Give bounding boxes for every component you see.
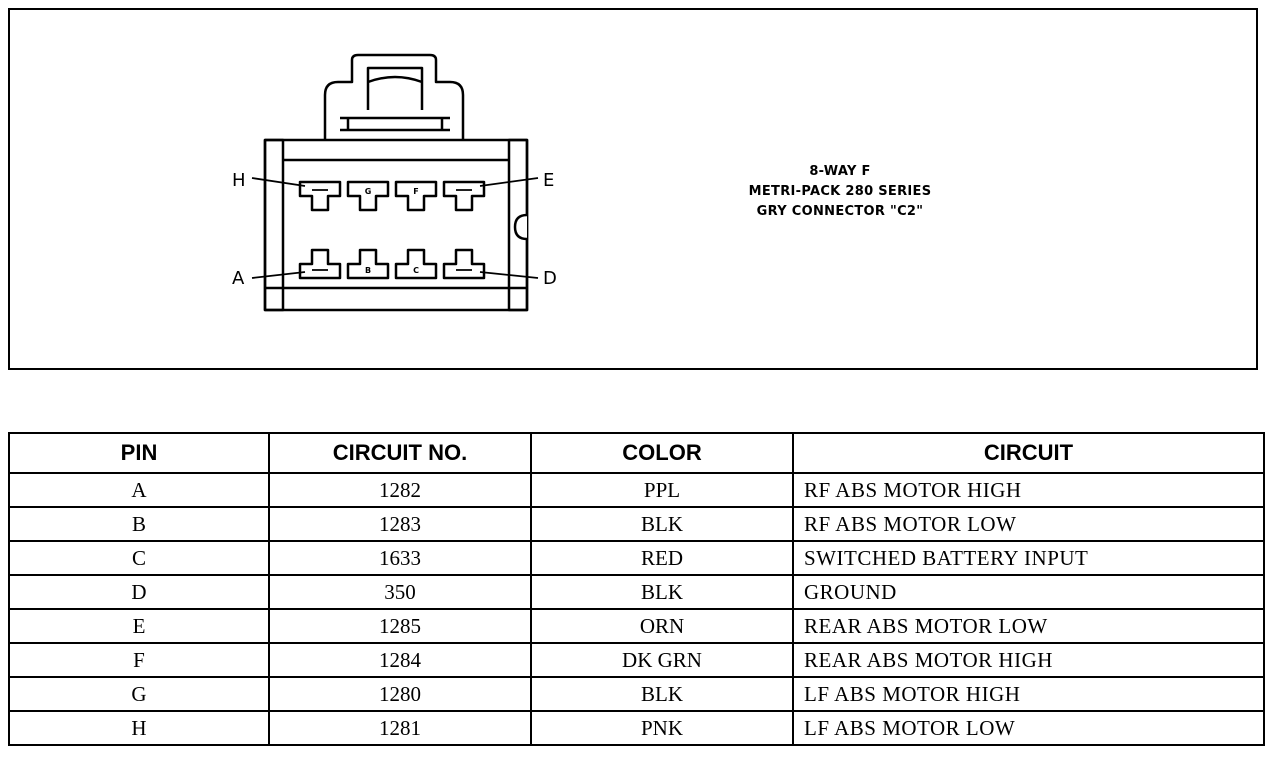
bottom-cavity-row: [300, 250, 484, 278]
connector-body: [265, 140, 527, 310]
pin-cell: D: [9, 575, 269, 609]
connector-diagram-panel: [8, 8, 1258, 370]
circuit-cell: REAR ABS MOTOR HIGH: [793, 643, 1264, 677]
pin-label-e: E: [543, 170, 555, 191]
circuit-no-cell: 1283: [269, 507, 531, 541]
header-circuit: CIRCUIT: [793, 433, 1264, 473]
connector-latch-slot: [340, 118, 450, 130]
circuit-cell: REAR ABS MOTOR LOW: [793, 609, 1264, 643]
cavity-letter-b: B: [364, 266, 372, 275]
table-row: [9, 507, 1264, 541]
connector-key-notch: [515, 215, 527, 239]
leader-a: [252, 272, 305, 278]
cavity-letter-g: G: [364, 187, 372, 196]
circuit-no-cell: 350: [269, 575, 531, 609]
table-header-row: [9, 433, 1264, 473]
connector-title: [700, 162, 980, 222]
cavity-letter-f: F: [413, 187, 419, 196]
table-row: [9, 609, 1264, 643]
connector-title-line-2: METRI-PACK 280 SERIES: [748, 184, 932, 199]
color-cell: DK GRN: [531, 643, 793, 677]
connector-title-line-1: 8-WAY F: [809, 164, 871, 179]
color-cell: ORN: [531, 609, 793, 643]
cavity-h: [300, 182, 340, 210]
color-cell: BLK: [531, 507, 793, 541]
color-cell: RED: [531, 541, 793, 575]
pin-cell: F: [9, 643, 269, 677]
pin-cell: G: [9, 677, 269, 711]
pin-cell: C: [9, 541, 269, 575]
header-pin: PIN: [9, 433, 269, 473]
table-row: [9, 575, 1264, 609]
table-row: [9, 677, 1264, 711]
table-row: [9, 711, 1264, 745]
pin-cell: H: [9, 711, 269, 745]
circuit-cell: RF ABS MOTOR LOW: [793, 507, 1264, 541]
table-row: [9, 541, 1264, 575]
top-cavity-row: [300, 182, 484, 210]
pin-label-h: H: [232, 170, 246, 191]
pin-assignment-table: [8, 432, 1265, 746]
pin-cell: E: [9, 609, 269, 643]
cavity-a: [300, 250, 340, 278]
circuit-no-cell: 1282: [269, 473, 531, 507]
circuit-cell: RF ABS MOTOR HIGH: [793, 473, 1264, 507]
circuit-no-cell: 1281: [269, 711, 531, 745]
cavity-e: [444, 182, 484, 210]
circuit-cell: LF ABS MOTOR HIGH: [793, 677, 1264, 711]
connector-title-line-3: GRY CONNECTOR "C2": [756, 204, 924, 219]
pin-label-d: D: [543, 268, 557, 289]
pin-cell: A: [9, 473, 269, 507]
connector-drawing: [10, 10, 1260, 372]
color-cell: BLK: [531, 677, 793, 711]
circuit-no-cell: 1633: [269, 541, 531, 575]
leader-h: [252, 178, 305, 186]
circuit-cell: LF ABS MOTOR LOW: [793, 711, 1264, 745]
color-cell: PPL: [531, 473, 793, 507]
circuit-no-cell: 1280: [269, 677, 531, 711]
circuit-no-cell: 1284: [269, 643, 531, 677]
color-cell: BLK: [531, 575, 793, 609]
header-color: COLOR: [531, 433, 793, 473]
circuit-cell: GROUND: [793, 575, 1264, 609]
circuit-cell: SWITCHED BATTERY INPUT: [793, 541, 1264, 575]
pin-cell: B: [9, 507, 269, 541]
cavity-letter-c: C: [413, 266, 419, 275]
cavity-d: [444, 250, 484, 278]
header-circuit-no: CIRCUIT NO.: [269, 433, 531, 473]
connector-left-rail: [265, 140, 283, 310]
table-row: [9, 473, 1264, 507]
circuit-no-cell: 1285: [269, 609, 531, 643]
pin-label-a: A: [232, 268, 245, 289]
color-cell: PNK: [531, 711, 793, 745]
table-row: [9, 643, 1264, 677]
connector-latch-arm-left: [368, 82, 422, 110]
connector-latch-inner: [368, 68, 422, 82]
